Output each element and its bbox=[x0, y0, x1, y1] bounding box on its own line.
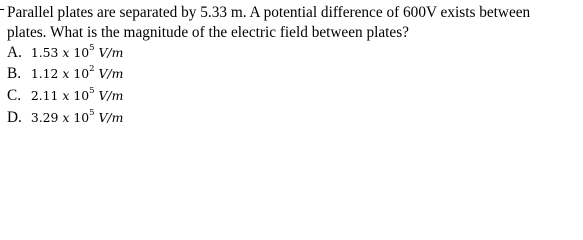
choice-value: 3.29 x $10^5$ V/m bbox=[30, 107, 124, 125]
question-text-line-2: plates. What is the magnitude of the electric field between plates? bbox=[7, 24, 409, 41]
choice-letter: C. bbox=[7, 87, 22, 104]
choice-c[interactable] bbox=[7, 86, 123, 106]
question-marker bbox=[0, 9, 4, 10]
choice-a[interactable] bbox=[7, 43, 123, 63]
choice-value: 1.12 x $10^2$ V/m bbox=[30, 63, 124, 81]
choice-letter: A. bbox=[7, 44, 22, 61]
choice-value: 1.53 x $10^5$ V/m bbox=[30, 42, 124, 60]
question-text-line-1: Parallel plates are separated by 5.33 m. A potential difference of 600V exists between bbox=[7, 4, 531, 21]
choice-value: 2.11 x $10^5$ V/m bbox=[30, 85, 124, 103]
choice-letter: B. bbox=[7, 65, 22, 82]
choice-letter: D. bbox=[7, 109, 22, 126]
choice-b[interactable] bbox=[7, 64, 123, 84]
choice-d[interactable] bbox=[7, 108, 123, 128]
